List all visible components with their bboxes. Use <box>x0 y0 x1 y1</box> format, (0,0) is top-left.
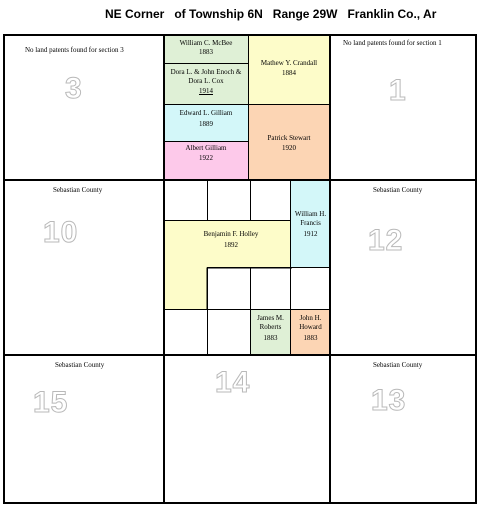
section-12[interactable] <box>329 179 477 356</box>
parcel-francis-name: William H. Francis <box>294 210 327 227</box>
parcel-egilliam-year: 1889 <box>199 120 213 128</box>
section-1-note: No land patents found for section 1 <box>343 39 442 47</box>
section-14-number: 14 <box>215 366 251 399</box>
section-13-note: Sebastian County <box>373 361 423 369</box>
parcel-egilliam-name: Edward L. Gilliam <box>179 109 233 117</box>
section-13-number: 13 <box>371 384 407 417</box>
section-1-number: 1 <box>389 74 407 107</box>
parcel-roberts-year: 1883 <box>263 334 278 342</box>
map-title: NE Corner of Township 6N Range 29W Franklin Co., Ar <box>105 7 437 21</box>
parcel-holley-name: Benjamin F. Holley <box>203 230 259 238</box>
section-3[interactable] <box>3 34 165 181</box>
parcel-howard-name: John H. Howard <box>299 314 322 331</box>
parcel-agilliam-year: 1922 <box>199 154 213 162</box>
parcel-stewart-year: 1920 <box>282 144 296 152</box>
section-11 <box>163 179 331 356</box>
parcel-roberts-name: James M. Roberts <box>257 314 284 331</box>
section-3-note: No land patents found for section 3 <box>25 46 124 54</box>
parcel-enoch-year: 1914 <box>199 87 213 95</box>
parcel-mcbee-year: 1883 <box>199 48 213 56</box>
township-map <box>3 34 477 504</box>
section-10-note: Sebastian County <box>53 186 103 194</box>
section-10-number: 10 <box>43 216 79 249</box>
section-2 <box>163 34 331 181</box>
parcel-crandall-year: 1884 <box>282 69 296 77</box>
parcel-crandall-name: Mathew Y. Crandall <box>260 59 318 67</box>
parcel-howard-year: 1883 <box>303 334 318 342</box>
section-10[interactable] <box>3 179 165 356</box>
section-15-note: Sebastian County <box>55 361 105 369</box>
section-3-number: 3 <box>65 72 83 105</box>
parcel-agilliam-name: Albert Gilliam <box>185 144 227 152</box>
section-13[interactable] <box>329 354 477 504</box>
parcel-stewart-name: Patrick Stewart <box>267 134 311 142</box>
section-15-number: 15 <box>33 386 69 419</box>
parcel-mcbee-name: William C. McBee <box>179 39 233 47</box>
parcel-francis-year: 1912 <box>303 230 318 238</box>
section-12-number: 12 <box>368 224 404 257</box>
parcel-enoch-name: Dora L. & John Enoch & Dora L. Cox <box>170 68 242 85</box>
section-15[interactable] <box>3 354 165 504</box>
section-12-note: Sebastian County <box>373 186 423 194</box>
parcel-holley-year: 1892 <box>224 241 238 249</box>
